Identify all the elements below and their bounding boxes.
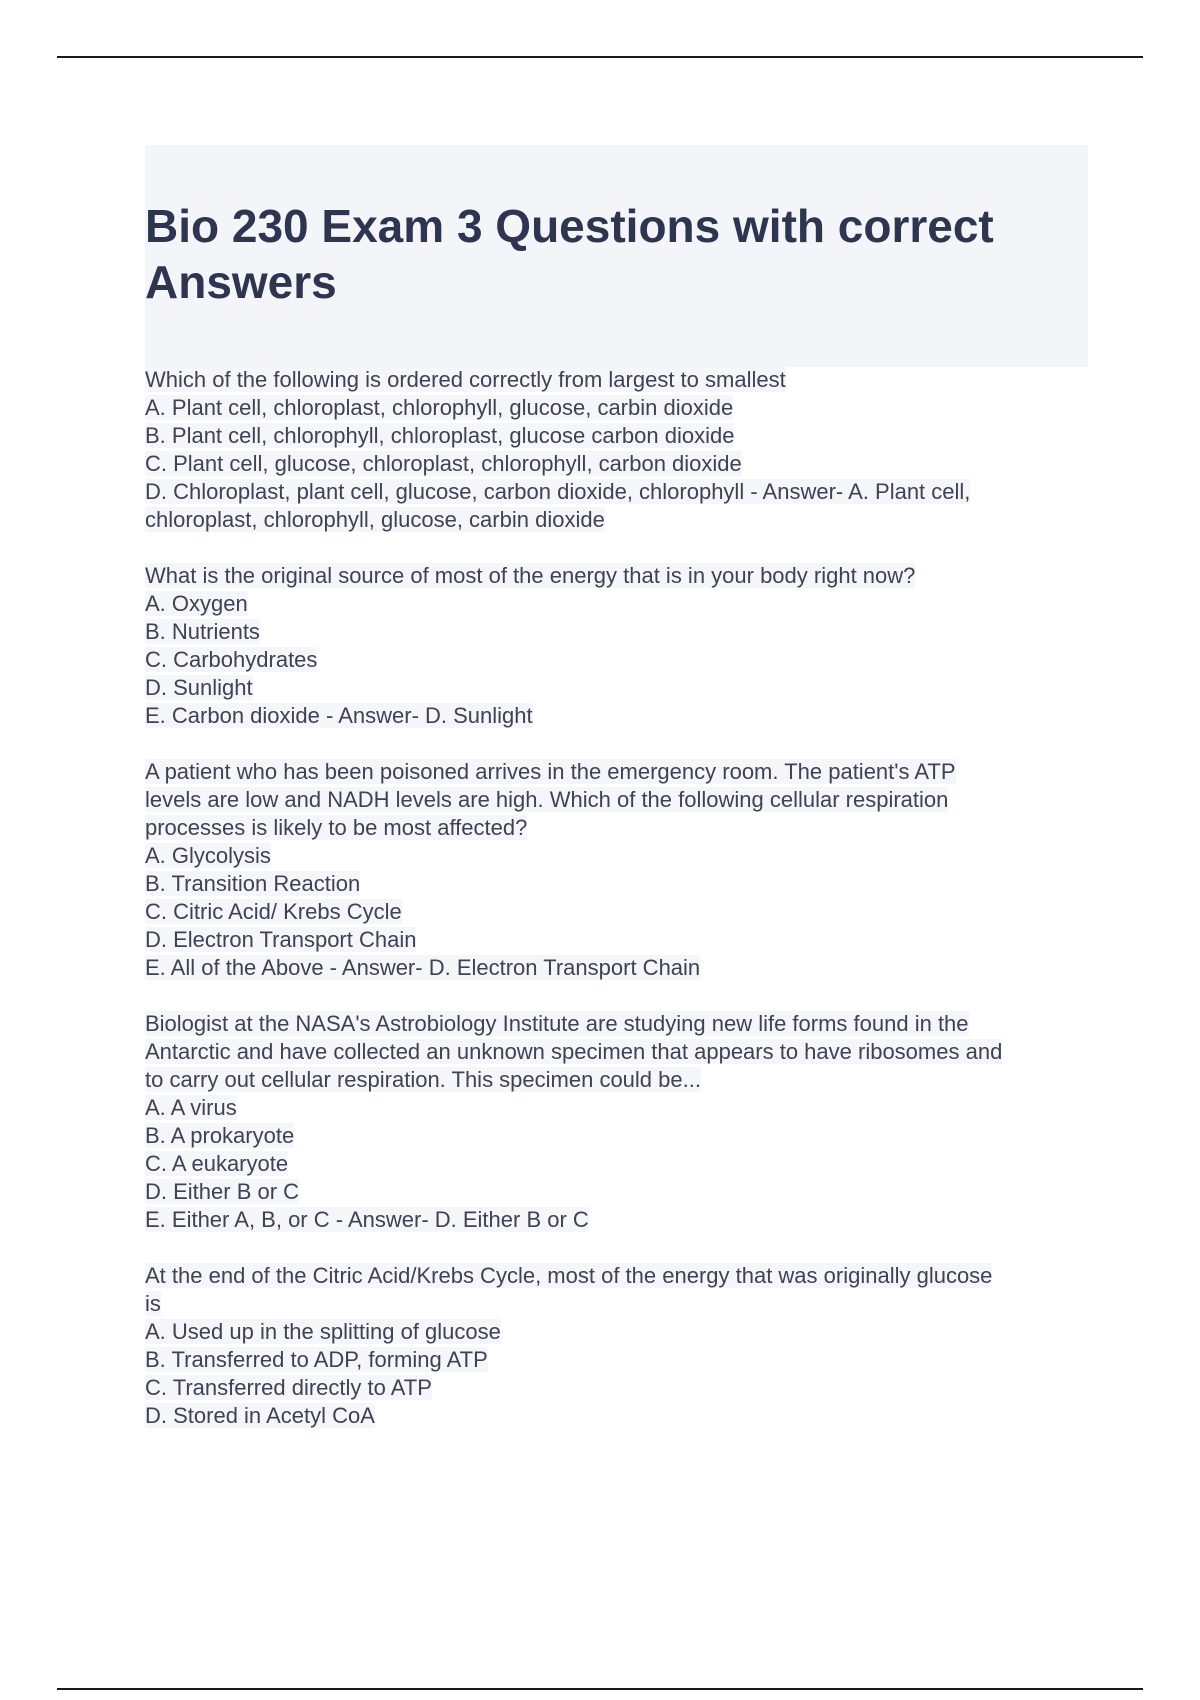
question-line: Which of the following is ordered correctly from largest to smallest [145, 367, 786, 392]
question-line: Biologist at the NASA's Astrobiology Institute are studying new life forms found in the [145, 1011, 969, 1036]
question-line: is [145, 1291, 161, 1316]
option-line: C. Plant cell, glucose, chloroplast, chlorophyll, carbon dioxide [145, 451, 742, 476]
top-rule [57, 56, 1143, 58]
option-line: D. Sunlight [145, 675, 253, 700]
question-line: At the end of the Citric Acid/Krebs Cycle, most of the energy that was originally glucose [145, 1263, 993, 1288]
answer-line: E. Carbon dioxide - Answer- D. Sunlight [145, 703, 533, 728]
question-line: What is the original source of most of the energy that is in your body right now? [145, 563, 916, 588]
question-block-5 [145, 1262, 1090, 1430]
option-line: A. Oxygen [145, 591, 248, 616]
option-line: A. Plant cell, chloroplast, chlorophyll, glucose, carbin dioxide [145, 395, 734, 420]
answer-line: E. All of the Above - Answer- D. Electron Transport Chain [145, 955, 701, 980]
option-line: B. Plant cell, chlorophyll, chloroplast, glucose carbon dioxide [145, 423, 735, 448]
option-line: C. Citric Acid/ Krebs Cycle [145, 899, 402, 924]
question-line: Antarctic and have collected an unknown specimen that appears to have ribosomes and [145, 1039, 1003, 1064]
questions-list [145, 366, 1090, 1458]
question-block-3 [145, 758, 1090, 982]
question-line: A patient who has been poisoned arrives in the emergency room. The patient's ATP [145, 759, 956, 784]
option-line: A. Used up in the splitting of glucose [145, 1319, 501, 1344]
document-title: Bio 230 Exam 3 Questions with correct Answers [145, 200, 994, 308]
option-line: B. A prokaryote [145, 1123, 295, 1148]
option-line: C. A eukaryote [145, 1151, 289, 1176]
option-line: B. Nutrients [145, 619, 260, 644]
answer-line: E. Either A, B, or C - Answer- D. Either B or C [145, 1207, 589, 1232]
option-line: C. Carbohydrates [145, 647, 318, 672]
question-line: processes is likely to be most affected? [145, 815, 528, 840]
option-line: D. Electron Transport Chain [145, 927, 417, 952]
question-line: levels are low and NADH levels are high. Which of the following cellular respiration [145, 787, 949, 812]
option-line: C. Transferred directly to ATP [145, 1375, 432, 1400]
question-block-2 [145, 562, 1090, 730]
option-line: D. Stored in Acetyl CoA [145, 1403, 375, 1428]
question-block-4 [145, 1010, 1090, 1234]
answer-line: chloroplast, chlorophyll, glucose, carbin dioxide [145, 507, 605, 532]
option-line: D. Chloroplast, plant cell, glucose, carbon dioxide, chlorophyll - Answer- A. Plant cell, [145, 479, 971, 504]
option-line: B. Transferred to ADP, forming ATP [145, 1347, 488, 1372]
option-line: A. A virus [145, 1095, 237, 1120]
bottom-rule [57, 1688, 1143, 1690]
option-line: A. Glycolysis [145, 843, 271, 868]
question-line: to carry out cellular respiration. This specimen could be... [145, 1067, 701, 1092]
option-line: B. Transition Reaction [145, 871, 361, 896]
question-block-1 [145, 366, 1090, 534]
option-line: D. Either B or C [145, 1179, 300, 1204]
